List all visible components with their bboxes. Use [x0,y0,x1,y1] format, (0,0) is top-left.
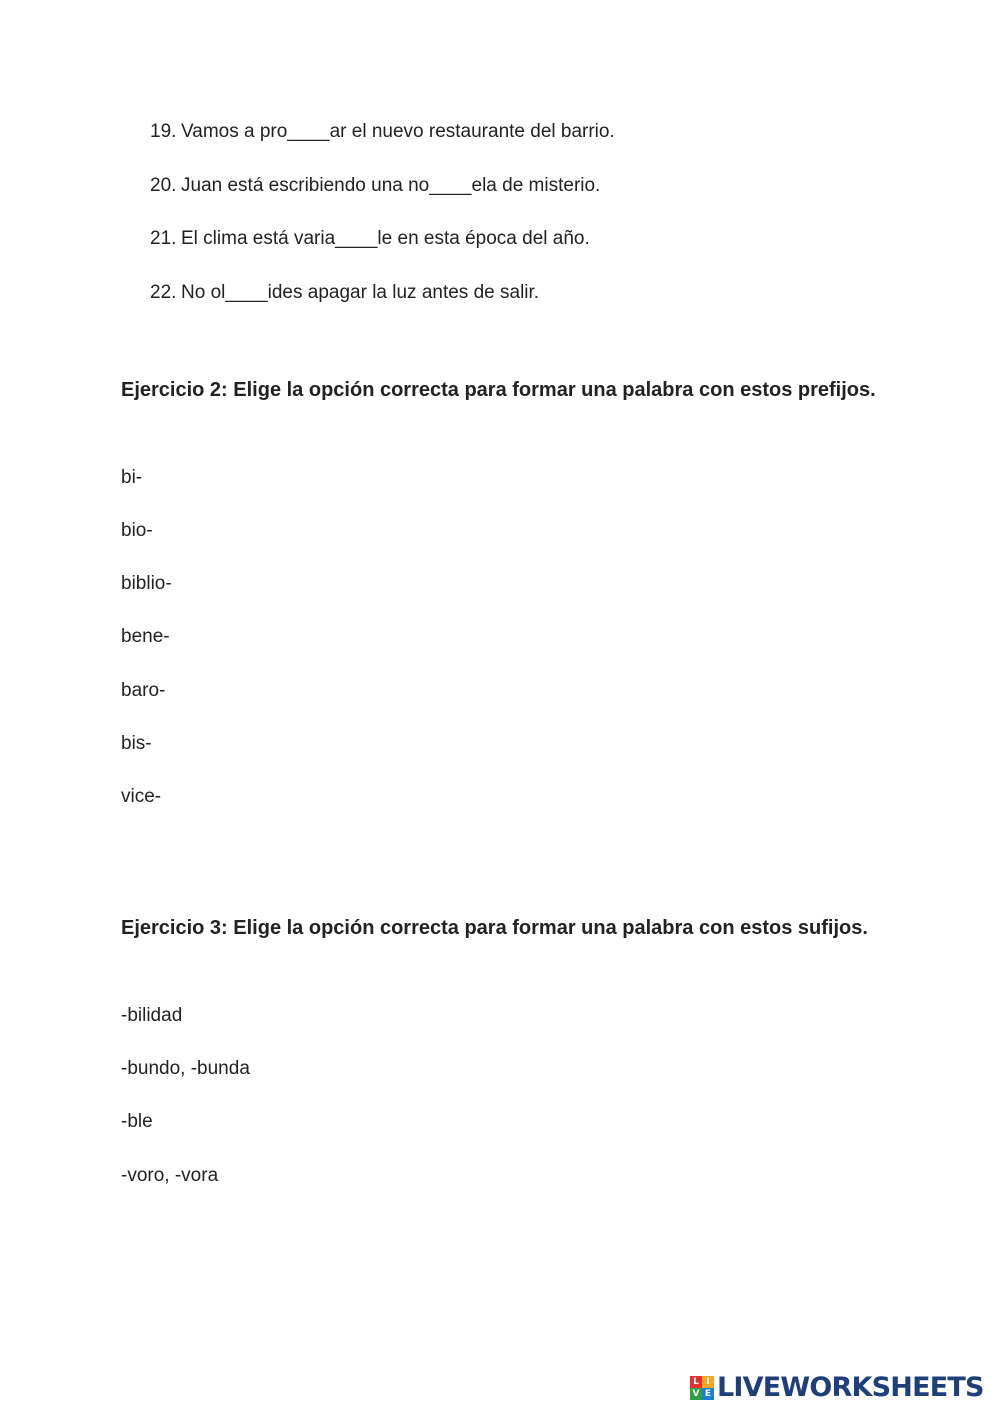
item-text: El clima está varia____le en esta época del año. [181,228,590,249]
liveworksheets-logo [690,1372,984,1404]
suffix-item: -ble [121,1111,153,1132]
prefix-item: bene- [121,626,170,647]
prefix-item: baro- [121,680,166,701]
exercise3-heading: Ejercicio 3: Elige la opción correcta para formar una palabra con estos sufijos. [121,917,868,939]
item-text: Juan está escribiendo una no____ela de misterio. [181,175,601,196]
suffix-item: -bilidad [121,1005,183,1026]
suffix-item: -voro, -vora [121,1165,219,1186]
logo-mark-letter: V [690,1388,702,1400]
item-number: 22. [150,282,177,303]
item-number: 19. [150,121,177,142]
exercise1-item-19 [150,120,615,144]
logo-mark-letter: E [702,1388,714,1400]
exercise1-item-21 [150,227,590,251]
prefix-item: bis- [121,733,152,754]
exercise1-item-20 [150,174,600,198]
liveworksheets-logo-icon [690,1376,714,1400]
item-number: 20. [150,175,177,196]
prefix-item: vice- [121,786,162,807]
logo-mark-letter: L [690,1376,702,1388]
prefix-item: bio- [121,520,153,541]
suffix-item: -bundo, -bunda [121,1058,250,1079]
exercise1-item-22 [150,281,539,305]
prefix-item: biblio- [121,573,172,594]
liveworksheets-logo-text: LIVEWORKSHEETS [717,1372,984,1403]
prefix-item: bi- [121,467,143,488]
logo-mark-letter: I [702,1376,714,1388]
item-text: No ol____ides apagar la luz antes de salir. [181,282,540,303]
item-text: Vamos a pro____ar el nuevo restaurante del barrio. [181,121,615,142]
exercise2-heading: Ejercicio 2: Elige la opción correcta para formar una palabra con estos prefijos. [121,379,876,401]
item-number: 21. [150,228,177,249]
